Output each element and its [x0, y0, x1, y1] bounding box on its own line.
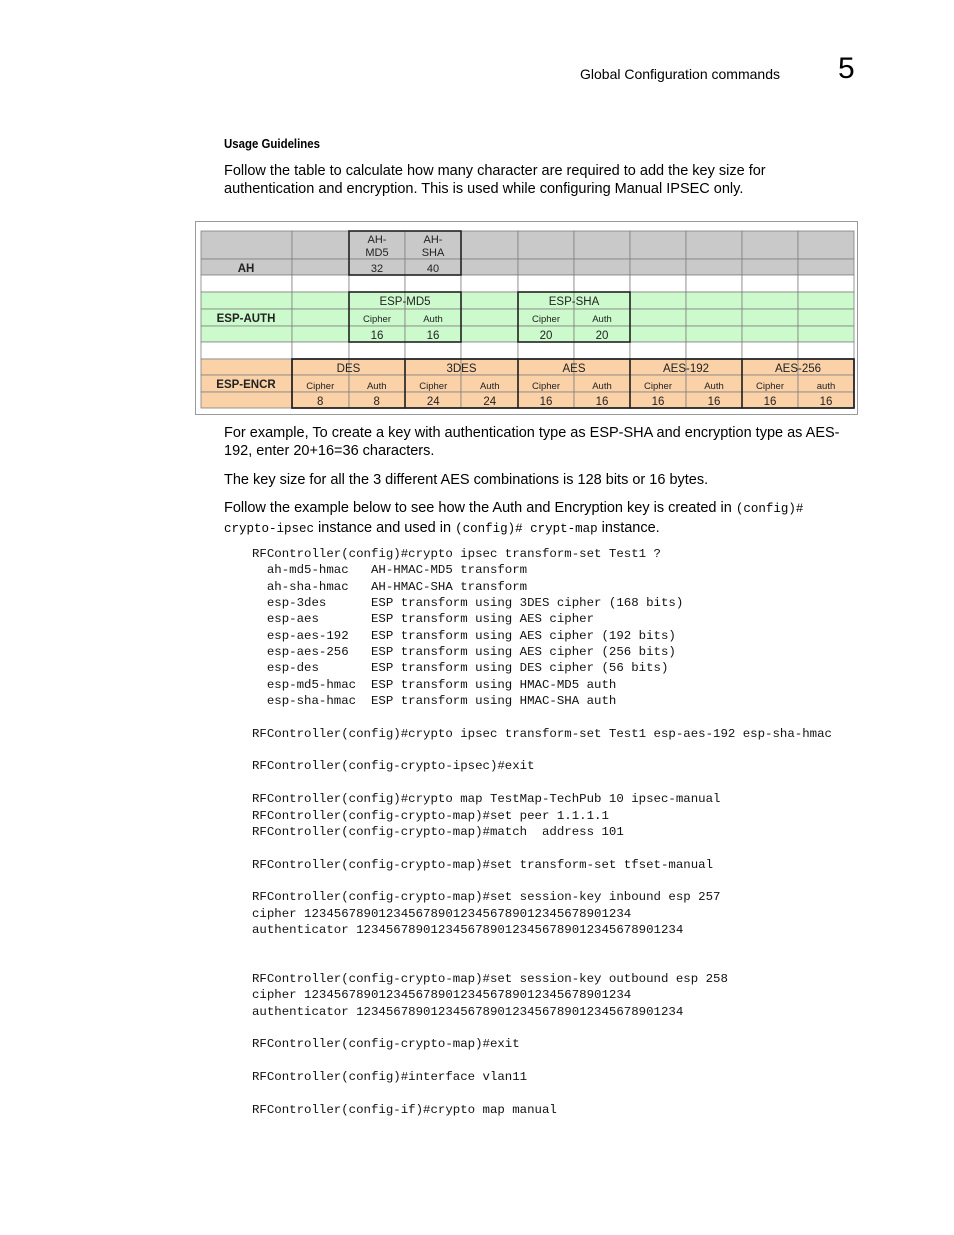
- esp-encr-group-name: 3DES: [446, 363, 477, 375]
- key-size-table-figure: [195, 221, 858, 415]
- table-grid-cell: [798, 309, 854, 326]
- esp-encr-sub-header: Auth: [366, 381, 387, 392]
- esp-encr-sub-header: Auth: [592, 381, 612, 392]
- table-grid-cell: [292, 342, 349, 359]
- table-grid-cell: [201, 292, 292, 309]
- config-crypto-ipsec-code: (config)# crypto-ipsec: [224, 502, 804, 536]
- table-grid-cell: [742, 231, 798, 259]
- code-line: esp-sha-hmac ESP transform using HMAC-SHA auth: [252, 694, 617, 709]
- code-line: RFController(config-if)#crypto map manual: [252, 1102, 557, 1117]
- esp-auth-sub-header: Auth: [592, 314, 612, 325]
- esp-encr-value: 8: [317, 396, 324, 408]
- table-grid-cell: [630, 259, 686, 275]
- table-grid-cell: [686, 275, 742, 292]
- esp-auth-value: 20: [595, 330, 609, 342]
- table-grid-cell: [686, 326, 742, 342]
- table-grid-cell: [686, 292, 742, 309]
- code-line: authenticator 12345678901234567890123456789012345678901234: [252, 922, 684, 937]
- esp-encr-group-name: AES: [562, 363, 586, 375]
- table-grid-cell: [630, 275, 686, 292]
- table-grid-cell: [461, 292, 518, 309]
- esp-encr-sub-header: Cipher: [306, 381, 335, 392]
- table-grid-cell: [742, 309, 798, 326]
- esp-encr-sub-header: Cipher: [419, 381, 448, 392]
- table-grid-cell: [518, 259, 574, 275]
- esp-encr-value: 16: [763, 396, 777, 408]
- esp-auth-group-name: ESP-MD5: [379, 296, 431, 308]
- code-line: esp-aes-256 ESP transform using AES cipher (256 bits): [252, 645, 676, 660]
- table-grid-cell: [574, 231, 630, 259]
- table-grid-cell: [630, 342, 686, 359]
- esp-auth-sub-header: Cipher: [363, 314, 391, 325]
- esp-encr-value: 16: [819, 396, 833, 408]
- esp-encr-sub-header: Cipher: [644, 381, 672, 392]
- code-line: cipher 12345678901234567890123456789012345678901234: [252, 988, 632, 1003]
- table-grid-cell: [292, 326, 349, 342]
- table-grid-cell: [518, 275, 574, 292]
- esp-encr-group-name: AES-192: [662, 363, 710, 375]
- table-grid-cell: [742, 342, 798, 359]
- example-paragraph: For example, To create a key with authentication type as ESP-SHA and encryption type as AES-192, enter 20+16=36 characters.: [224, 425, 840, 459]
- esp-encr-sub-header: Auth: [479, 381, 500, 392]
- table-grid-cell: [686, 259, 742, 275]
- table-grid-cell: [798, 231, 854, 259]
- ah-value: 32: [370, 263, 384, 275]
- code-line: esp-3des ESP transform using 3DES cipher (168 bits): [252, 596, 684, 611]
- table-grid-cell: [201, 326, 292, 342]
- table-grid-cell: [742, 292, 798, 309]
- table-grid-cell: [349, 275, 405, 292]
- key-size-table: [196, 222, 859, 416]
- table-grid-cell: [461, 259, 518, 275]
- table-grid-cell: [461, 309, 518, 326]
- table-grid-cell: [292, 275, 349, 292]
- table-grid-cell: [798, 326, 854, 342]
- esp-encr-value: 24: [426, 396, 440, 408]
- esp-encr-value: 8: [373, 396, 380, 408]
- ah-row-label: AH: [237, 263, 255, 275]
- table-grid-cell: [798, 342, 854, 359]
- table-grid-cell: [461, 342, 518, 359]
- table-grid-cell: [292, 292, 349, 309]
- code-line: esp-md5-hmac ESP transform using HMAC-MD5 auth: [252, 677, 617, 692]
- code-line: RFController(config-crypto-map)#set session-key inbound esp 257: [252, 890, 721, 905]
- code-line: RFController(config)#crypto map TestMap-TechPub 10 ipsec-manual: [252, 792, 721, 807]
- esp-auth-value: 16: [426, 330, 440, 342]
- table-grid-cell: [518, 231, 574, 259]
- table-grid-cell: [201, 275, 292, 292]
- esp-encr-value: 16: [651, 396, 665, 408]
- code-line: RFController(config-crypto-map)#exit: [252, 1037, 520, 1052]
- code-line: RFController(config-crypto-map)#set transform-set tfset-manual: [252, 857, 714, 872]
- code-line: ah-md5-hmac AH-HMAC-MD5 transform: [252, 563, 528, 578]
- table-grid-cell: [742, 259, 798, 275]
- table-grid-cell: [201, 231, 292, 259]
- ah-column-header: AH-: [423, 234, 443, 246]
- esp-encr-sub-header: auth: [816, 381, 836, 392]
- esp-auth-sub-header: Cipher: [532, 314, 560, 325]
- chapter-number: 5: [838, 52, 855, 85]
- table-grid-cell: [742, 326, 798, 342]
- code-line: RFController(config)#crypto ipsec transform-set Test1 esp-aes-192 esp-sha-hmac: [252, 726, 832, 741]
- esp-encr-sub-header: Cipher: [532, 381, 560, 392]
- code-line: authenticator 12345678901234567890123456789012345678901234: [252, 1004, 684, 1019]
- table-grid-cell: [292, 309, 349, 326]
- table-grid-cell: [630, 309, 686, 326]
- table-grid-cell: [686, 309, 742, 326]
- esp-encr-sub-header: Auth: [704, 381, 724, 392]
- follow-example-text-2: instance and used in: [314, 520, 456, 536]
- esp-auth-group-name: ESP-SHA: [548, 296, 600, 308]
- code-line: esp-aes-192 ESP transform using AES cipher (192 bits): [252, 628, 676, 643]
- table-grid-cell: [201, 359, 292, 375]
- table-grid-cell: [461, 231, 518, 259]
- code-line: RFController(config)#interface vlan11: [252, 1070, 528, 1084]
- table-grid-cell: [461, 326, 518, 342]
- code-line: RFController(config-crypto-map)#set peer 1.1.1.1: [252, 808, 609, 823]
- table-grid-cell: [630, 292, 686, 309]
- code-line: RFController(config-crypto-map)#match address 101: [252, 824, 624, 839]
- esp-auth-value: 20: [539, 330, 553, 342]
- code-line: ah-sha-hmac AH-HMAC-SHA transform: [252, 579, 528, 594]
- esp-encr-value: 16: [707, 396, 721, 408]
- table-grid-cell: [349, 342, 405, 359]
- code-line: RFController(config)#crypto ipsec transform-set Test1 ?: [252, 547, 661, 561]
- ah-column-header-line2: MD5: [365, 247, 389, 259]
- follow-example-text-3: instance.: [597, 520, 660, 536]
- usage-guidelines-heading: Usage Guidelines: [224, 136, 321, 151]
- code-line: RFController(config-crypto-ipsec)#exit: [252, 759, 535, 774]
- follow-example-paragraph: [224, 499, 844, 539]
- ah-column-header-line2: SHA: [421, 247, 445, 259]
- cli-example-code-block: [252, 546, 832, 1118]
- esp-encr-row-label: ESP-ENCR: [216, 379, 276, 391]
- esp-encr-value: 16: [539, 396, 553, 408]
- ah-value: 40: [426, 263, 440, 275]
- code-line: RFController(config-crypto-map)#set session-key outbound esp 258: [252, 971, 728, 986]
- table-grid-cell: [686, 231, 742, 259]
- table-grid-cell: [574, 275, 630, 292]
- esp-encr-sub-header: Cipher: [756, 381, 784, 392]
- ah-column-header: AH-: [367, 234, 387, 246]
- table-grid-cell: [292, 259, 349, 275]
- code-line: esp-aes ESP transform using AES cipher: [252, 612, 595, 627]
- table-grid-cell: [292, 231, 349, 259]
- esp-encr-value: 24: [483, 396, 497, 408]
- table-grid-cell: [742, 275, 798, 292]
- usage-paragraph: Follow the table to calculate how many character are required to add the key size for authentication and encryption. This is used while configuring Manual IPSEC only.: [224, 163, 766, 197]
- table-grid-cell: [686, 342, 742, 359]
- esp-encr-group-name: AES-256: [774, 363, 822, 375]
- table-grid-cell: [798, 275, 854, 292]
- table-grid-cell: [630, 231, 686, 259]
- running-header-title: Global Configuration commands: [580, 66, 780, 82]
- table-grid-cell: [201, 392, 292, 408]
- code-line: esp-des ESP transform using DES cipher (56 bits): [252, 661, 669, 676]
- follow-example-text-1: Follow the example below to see how the Auth and Encryption key is created in: [224, 500, 736, 516]
- table-grid-cell: [201, 342, 292, 359]
- esp-auth-sub-header: Auth: [423, 314, 443, 325]
- esp-auth-row-label: ESP-AUTH: [216, 313, 276, 325]
- table-grid-cell: [574, 342, 630, 359]
- table-grid-cell: [518, 342, 574, 359]
- code-line: cipher 12345678901234567890123456789012345678901234: [252, 906, 632, 921]
- table-grid-cell: [574, 259, 630, 275]
- esp-encr-value: 16: [595, 396, 609, 408]
- table-grid-cell: [630, 326, 686, 342]
- table-grid-cell: [405, 275, 461, 292]
- table-grid-cell: [405, 342, 461, 359]
- esp-encr-group-name: DES: [336, 363, 361, 375]
- table-grid-cell: [798, 292, 854, 309]
- aes-key-size-paragraph: The key size for all the 3 different AES combinations is 128 bits or 16 bytes.: [224, 472, 709, 488]
- table-grid-cell: [798, 259, 854, 275]
- table-grid-cell: [461, 275, 518, 292]
- config-crypt-map-code: (config)# crypt-map: [455, 522, 598, 536]
- esp-auth-value: 16: [370, 330, 384, 342]
